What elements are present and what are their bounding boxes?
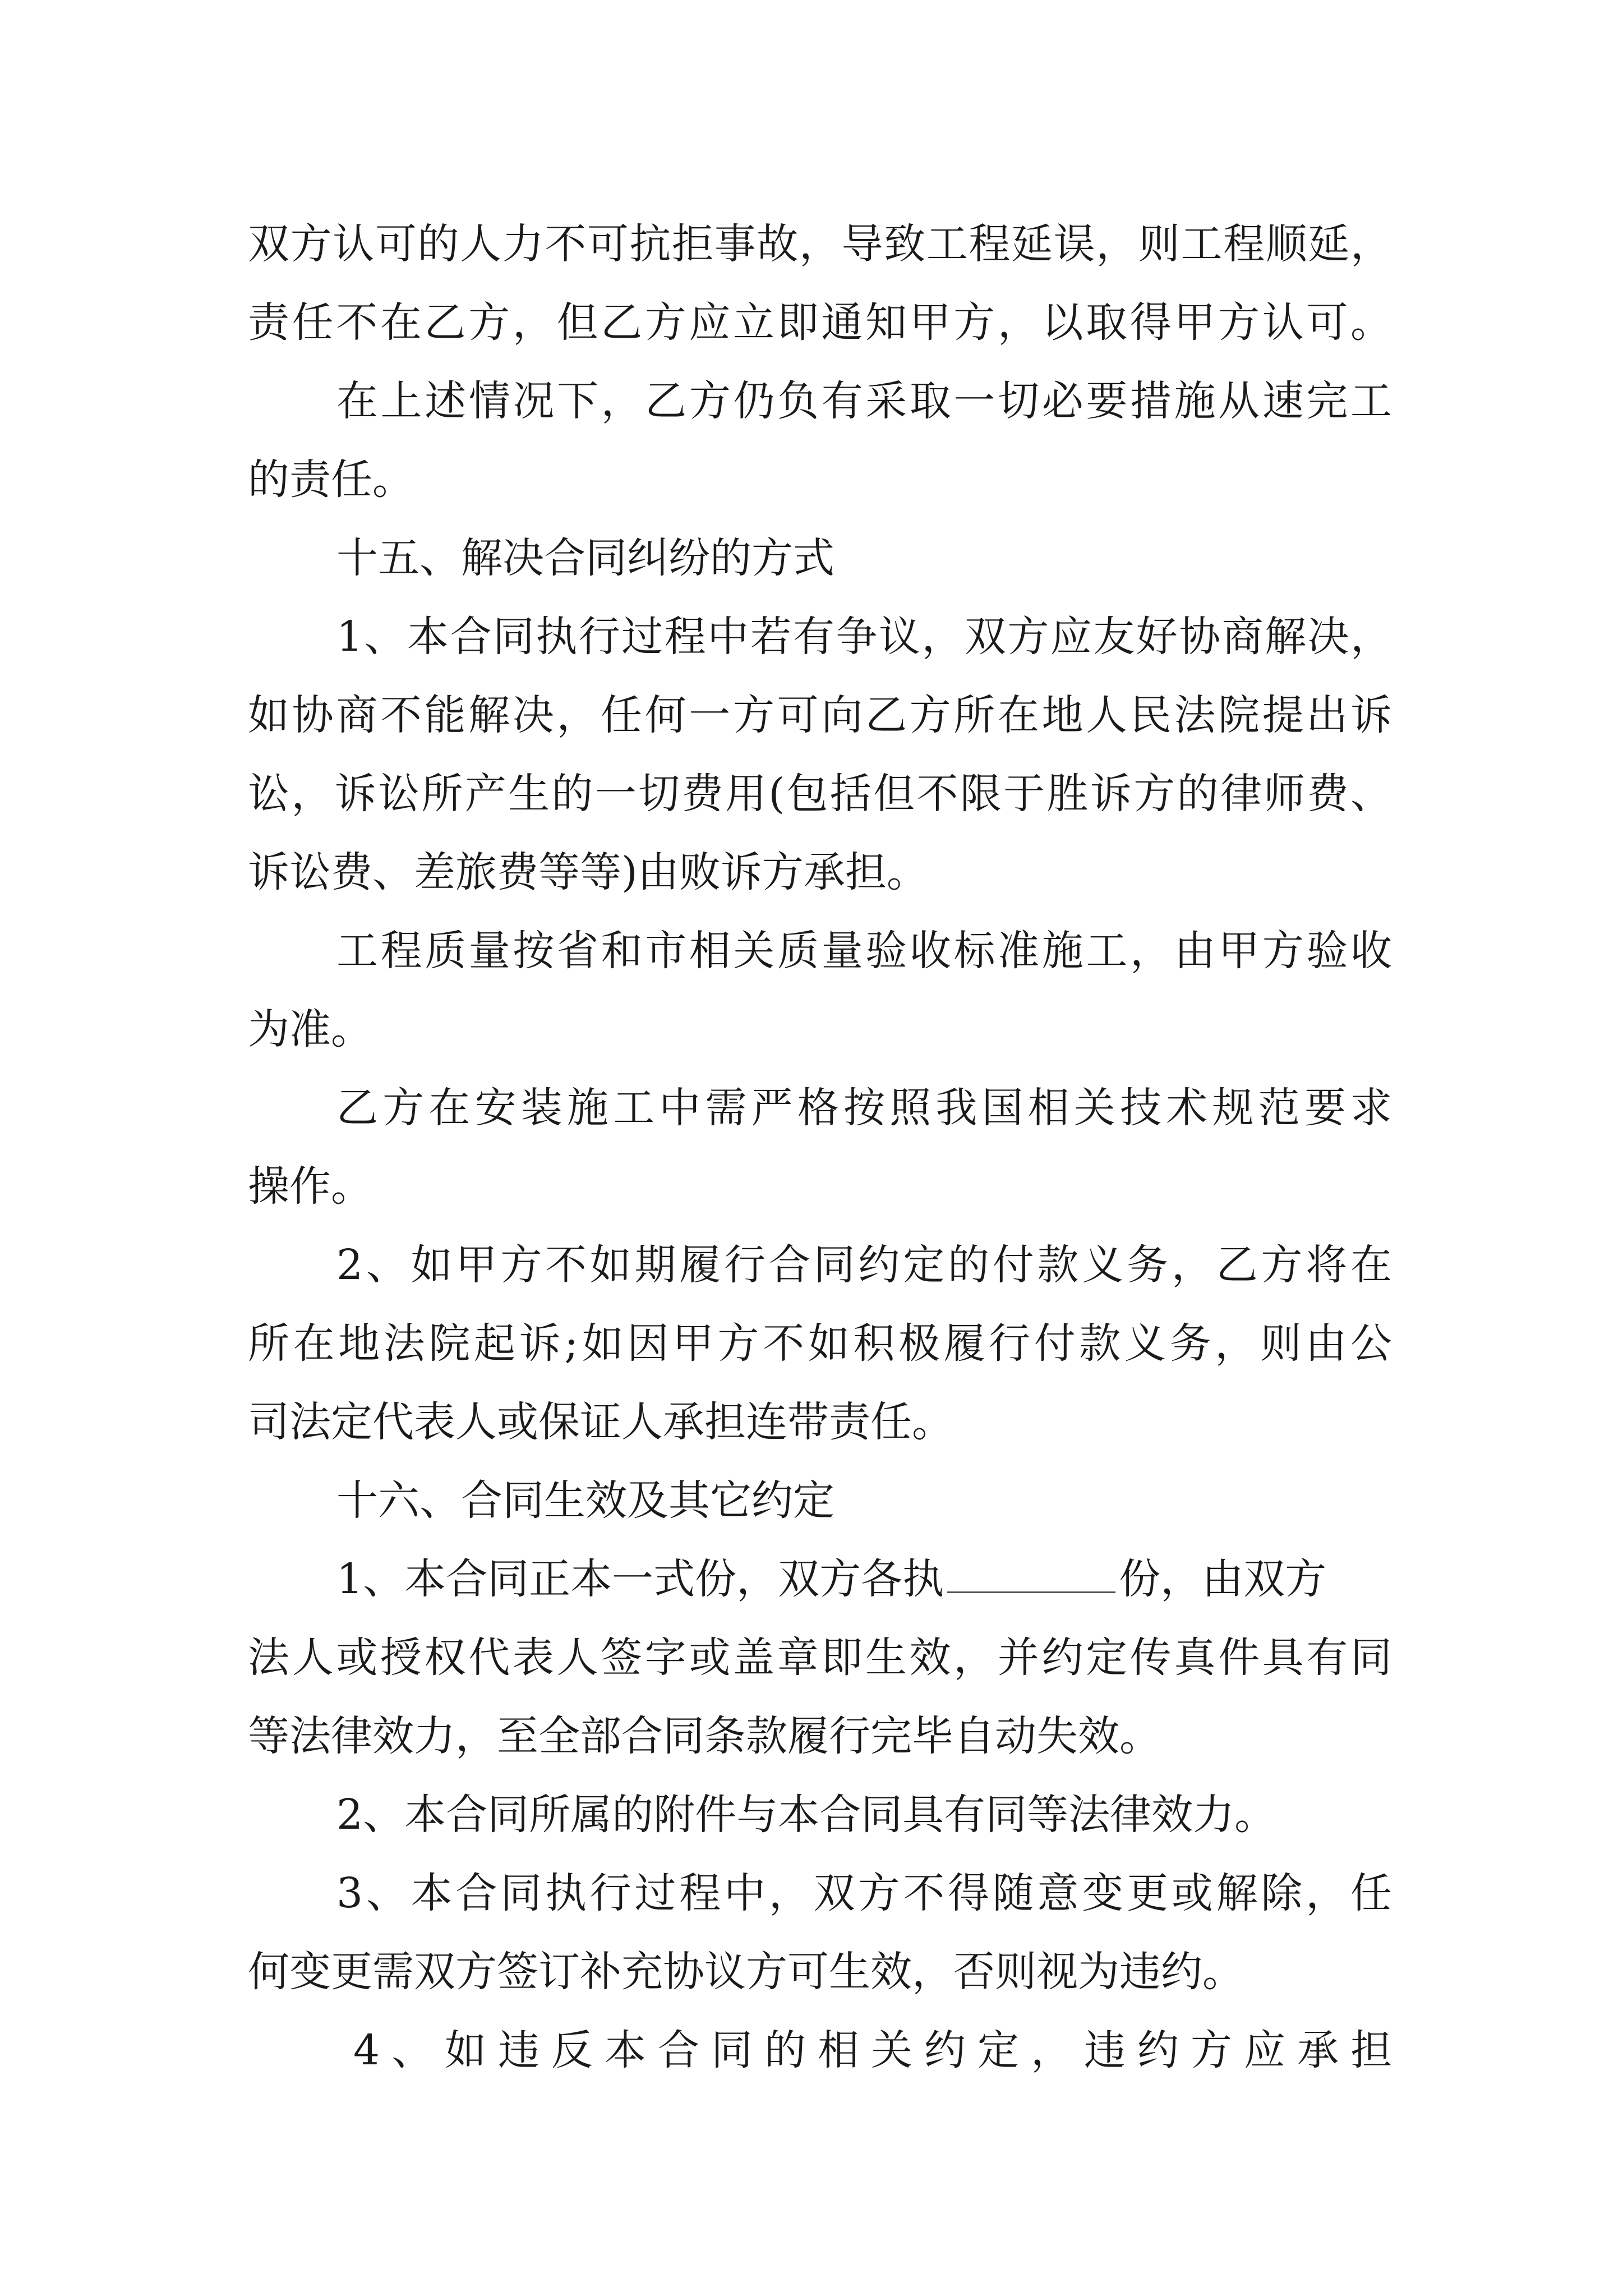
text-line: 的责任。 bbox=[248, 455, 414, 504]
text-line: 法人或授权代表人签字或盖章即生效，并约定传真件具有同 bbox=[248, 1634, 1392, 1682]
text-line: 在上述情况下，乙方仍负有采取一切必要措施从速完工 bbox=[336, 377, 1392, 425]
text-line: 如协商不能解决，任何一方可向乙方所在地人民法院提出诉 bbox=[248, 691, 1392, 739]
text-line: 为准。 bbox=[248, 1005, 372, 1053]
text-line: 司法定代表人或保证人承担连带责任。 bbox=[248, 1398, 953, 1446]
text-line: 双方认可的人力不可抗拒事故，导致工程延误，则工程顺延， bbox=[248, 220, 1392, 268]
text-line: 2、本合同所属的附件与本合同具有同等法律效力。 bbox=[336, 1791, 1276, 1839]
text-line: 3、本合同执行过程中，双方不得随意变更或解除，任 bbox=[336, 1869, 1392, 1917]
text-line: 4、如违反本合同的相关约定，违约方应承担 bbox=[353, 2026, 1392, 2074]
text-line-with-blank bbox=[336, 1551, 1392, 1607]
text-line: 诉讼费、差旅费等等)由败诉方承担。 bbox=[248, 848, 928, 896]
text-line: 操作。 bbox=[248, 1162, 372, 1211]
text-line: 所在地法院起诉;如因甲方不如积极履行付款义务，则由公 bbox=[248, 1319, 1392, 1368]
text-line: 1、本合同执行过程中若有争议，双方应友好协商解决， bbox=[336, 613, 1392, 661]
text-line: 等法律效力，至全部合同条款履行完毕自动失效。 bbox=[248, 1712, 1161, 1760]
text-line: 乙方在安装施工中需严格按照我国相关技术规范要求 bbox=[336, 1084, 1392, 1132]
text-line: 工程质量按省和市相关质量验收标准施工，由甲方验收 bbox=[336, 927, 1392, 975]
text-line: 何变更需双方签订补充协议方可生效，否则视为违约。 bbox=[248, 1948, 1244, 1996]
section-heading: 十六、合同生效及其它约定 bbox=[336, 1476, 834, 1525]
fill-in-blank bbox=[947, 1552, 1115, 1593]
text-line: 责任不在乙方，但乙方应立即通知甲方，以取得甲方认可。 bbox=[248, 298, 1392, 347]
text-line: 讼，诉讼所产生的一切费用(包括但不限于胜诉方的律师费、 bbox=[248, 770, 1392, 818]
text-fragment: 份，由双方 bbox=[1119, 1555, 1327, 1603]
text-line: 2、如甲方不如期履行合同约定的付款义务，乙方将在 bbox=[336, 1241, 1392, 1289]
text-fragment: 1、本合同正本一式份，双方各执 bbox=[336, 1555, 944, 1603]
section-heading: 十五、解决合同纠纷的方式 bbox=[336, 534, 834, 582]
